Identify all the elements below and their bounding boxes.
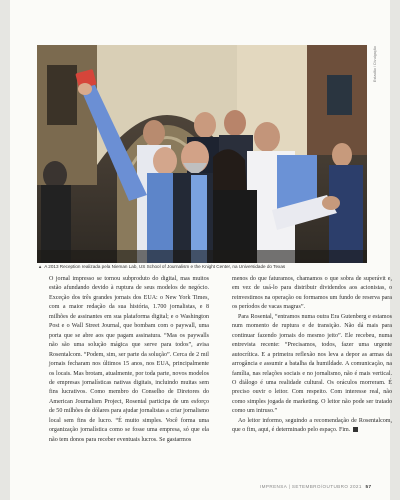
paragraph-final-text: Ao leitor informo, seguindo a recomendação de Rosentalcom, que o fim, aqui, é determinado pelo espaço. Fim.	[232, 417, 392, 434]
footer-publication: IMPRENSA | SETEMBRO/OUTUBRO 2021	[260, 484, 362, 489]
article-column-right	[232, 275, 392, 436]
article-photo	[37, 45, 367, 263]
selfie-photo-illustration	[37, 45, 367, 263]
photo-caption	[38, 264, 368, 269]
photo-caption-text: A 2013 Reception realizada pela Nieman Lab, US School of Journalism e the Knight Center, na Universidade do Texas	[44, 264, 286, 269]
paragraph-final	[232, 417, 392, 436]
paragraph: Para Rosental, “entramos numa outra Era Gutenberg e estamos num momento de ruptura e de transição. Não dá mais para continuar fazendo jornais do mesmo jeito”. Ele recebeu, numa entrevista recente: “Precisamos, todos, fazer uma urgente autocrítica. E a primeira reflexão nos leva a depor as armas da arrogância e assumir a batalha da humildade. A comunicação, na família, nas relações sociais e no jornalismo, não é mais vertical. O diálogo é uma realidade cultural. Os oráculos morreram. É preciso ouvir o leitor. Com respeito. Com interesse real, não como simples jogada de marketing. O leitor não pode ser tratado como um intruso.”	[232, 313, 392, 415]
caption-triangle-icon: ▲	[38, 264, 43, 269]
end-of-article-icon	[353, 427, 358, 432]
page-footer	[260, 484, 388, 489]
photo-credit: Estadão / Divulgação	[373, 46, 377, 82]
page-number: 57	[365, 484, 372, 489]
paragraph: menos do que faturamos, chamamos o que sobra de superávit e, em vez de usá-lo para distribuir dividendos aos acionistas, o reinvestimos na operação ou formamos um fundo de reserva para os períodos de vacas magras”.	[232, 276, 392, 311]
paragraph: O jornal impresso se tornou subproduto do digital, mas muitos estão afundando devido à ruptura de seus modelos de negócio. Exceção dos três grandes jornais dos EUA: o New York Times, com a maior redação da sua história, 1.700 jornalistas, e 8 milhões de assinantes em sua plataforma digital; e o Washington Post e o Wall Street Journal, que bombam com o paywall, uma porta que se abre aos que pagam assinatura. “Mas os paywalls não são uma solução mágica que serve para todos”, avisa Rosentalcom. “Podem, sim, ser parte da solução”. Cerca de 2 mil jornais fecharam nos últimos 15 anos, nos EUA, principalmente os locais. Mas brotam, atualmente, por toda parte, novos modelos de empresas jornalísticas nativas digitais, incluindo muitas sem fins lucrativos. Como membro do Conselho de Diretores do American Journalism Project, Rosental participa de um esforço de 50 milhões de dólares para ajudar jornalistas a criar jornalismo local sem fins de lucro. “É muito simples. Você forma uma organização jornalística como se fosse uma empresa, só que ela não tem donos para receber eventuais lucros. Se gastarmos	[49, 276, 209, 443]
magazine-page	[10, 0, 390, 500]
article-column-left	[49, 275, 209, 445]
